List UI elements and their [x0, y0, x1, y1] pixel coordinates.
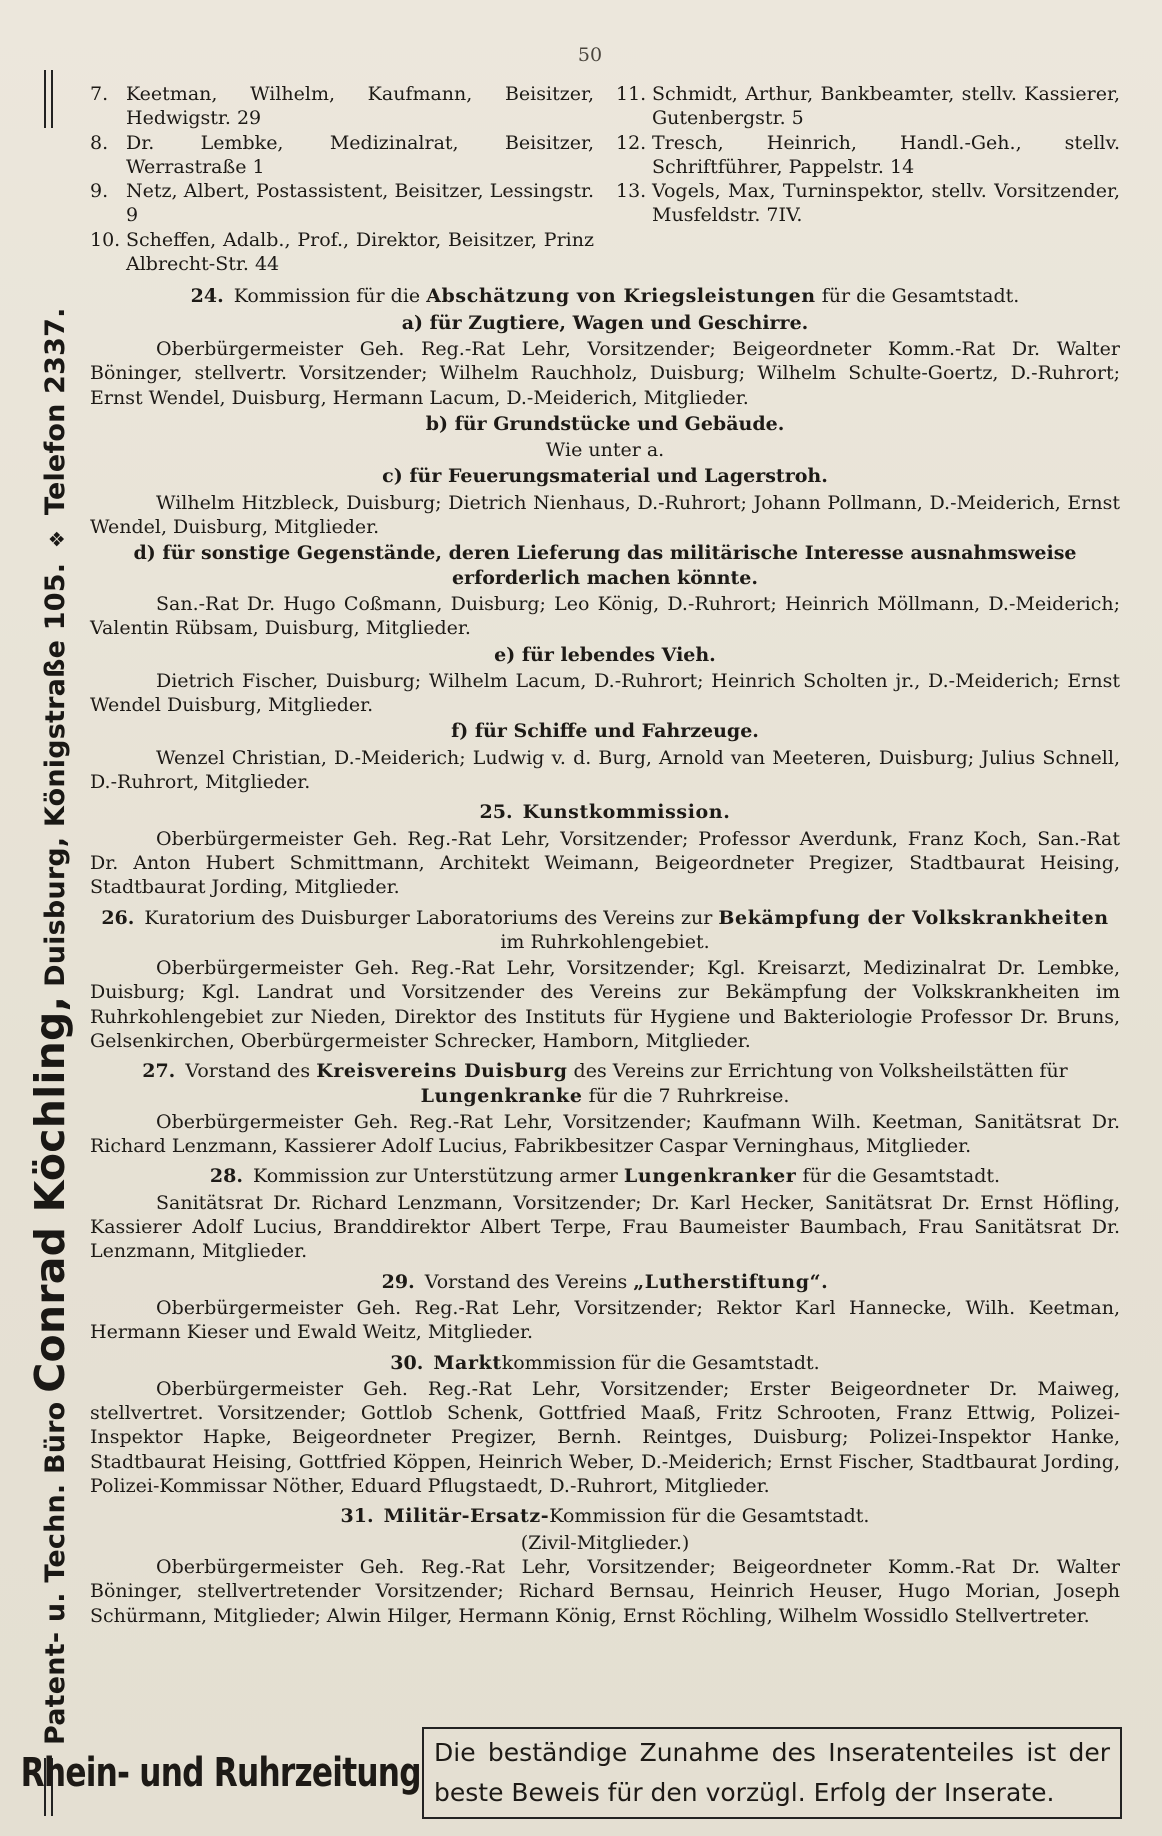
- heading-text: für die Gesamtstadt.: [802, 1165, 1001, 1188]
- subsection-d-text: San.-Rat Dr. Hugo Coßmann, Duisburg; Leo König, D.-Ruhrort; Heinrich Möllmann, D.-Meiderich; Valentin Rübsam, Duisburg, Mitglieder.: [90, 592, 1120, 640]
- section-28-text: Sanitätsrat Dr. Richard Lenzmann, Vorsitzender; Dr. Karl Hecker, Sanitätsrat Dr. Ernst Höfling, Kassierer Adolf Lucius, Branddirektor Albert Terpe, Frau Baumeister Baumbach, Frau Sanitätsrat Dr. Lenzmann, Mitglieder.: [90, 1191, 1120, 1263]
- section-number: 28.: [209, 1165, 243, 1188]
- heading-bold: Bekämpfung der Volkskrankheiten: [718, 906, 1109, 929]
- section-number: 29.: [381, 1270, 415, 1293]
- section-29-text: Oberbürgermeister Geh. Reg.-Rat Lehr, Vorsitzender; Rektor Karl Hannecke, Wilh. Keetman, Hermann Kieser und Ewald Weitz, Mitglieder.: [90, 1296, 1120, 1344]
- heading-bold: Markt: [433, 1351, 502, 1374]
- entry-number: 12.: [616, 131, 647, 154]
- heading-bold: Abschätzung von Kriegsleistungen: [426, 285, 816, 308]
- entry-text: Vogels, Max, Turninspektor, stellv. Vorsitzender, Musfeldstr. 7IV.: [652, 180, 1120, 227]
- side-ad-company: Conrad Köchling,: [26, 995, 74, 1393]
- heading-bold: Lungenkranke: [420, 1084, 583, 1107]
- entry-text: Schmidt, Arthur, Bankbeamter, stellv. Kassierer, Gutenbergstr. 5: [652, 83, 1120, 130]
- heading-bold: Militär-Ersatz-: [383, 1505, 550, 1528]
- entry-text: Scheffen, Adalb., Prof., Direktor, Beisitzer, Prinz Albrecht-Str. 44: [126, 228, 594, 276]
- section-31-text: Oberbürgermeister Geh. Reg.-Rat Lehr, Vorsitzender; Beigeordneter Komm.-Rat Dr. Walter Böninger, stellvertretender Vorsitzender; Richard Bernsau, Heinrich Heuser, Hugo Morian, Joseph Schürmann, Mitglieder; Alwin Hilger, Hermann König, Ernst Röchling, Wilhelm Wossidlo Stellvertreter.: [90, 1555, 1120, 1627]
- entry-text: Netz, Albert, Postassistent, Beisitzer, Lessingstr. 9: [126, 180, 594, 227]
- subsection-a-text: Oberbürgermeister Geh. Reg.-Rat Lehr, Vorsitzender; Beigeordneter Komm.-Rat Dr. Walter Böninger, stellvertr. Vorsitzender; Wilhelm Rauchholz, Duisburg; Wilhelm Schulte-Goertz, D.-Ruhrort; Ernst Wendel, Duisburg, Hermann Lacum, D.-Meiderich, Mitglieder.: [90, 337, 1120, 409]
- list-item: [616, 82, 1120, 131]
- heading-text: Kommission zur Unterstützung armer: [253, 1165, 618, 1188]
- section-29-heading: [90, 1270, 1120, 1294]
- heading-text: im Ruhrkohlengebiet.: [500, 930, 710, 953]
- section-26-heading: [90, 906, 1120, 955]
- subsection-e-title: e) für lebendes Vieh.: [494, 643, 716, 666]
- subsection-b-title: b) für Grundstücke und Gebäude.: [425, 412, 785, 435]
- heading-text: Kommission für die Gesamtstadt.: [549, 1505, 870, 1528]
- side-advertisement: [26, 105, 74, 1745]
- side-ad-separator: ❖: [45, 529, 69, 548]
- heading-text: für die Gesamtstadt.: [821, 285, 1020, 308]
- page-number: 50: [577, 44, 603, 66]
- section-24: [90, 284, 1120, 794]
- section-27-heading: [90, 1059, 1120, 1108]
- list-item: [616, 179, 1120, 228]
- section-31-heading: [90, 1504, 1120, 1528]
- section-number: 24.: [190, 285, 224, 308]
- member-list: [90, 82, 1120, 276]
- section-26: [90, 906, 1120, 1054]
- list-item: [90, 82, 594, 131]
- side-ad-part1: Patent- u. Techn. Büro: [40, 1401, 71, 1745]
- bottom-advertisement: [20, 1727, 1122, 1819]
- list-item: [616, 131, 1120, 180]
- heading-bold: Kreisvereins Duisburg: [316, 1060, 568, 1083]
- section-25-text: Oberbürgermeister Geh. Reg.-Rat Lehr, Vorsitzender; Professor Averdunk, Franz Koch, San.-Rat Dr. Anton Hubert Schmittmann, Architekt Weimann, Beigeordneter Pregizer, Stadtbaurat Heising, Stadtbaurat Jording, Mitglieder.: [90, 827, 1120, 899]
- member-column-right: [616, 82, 1120, 276]
- section-31-note: (Zivil-Mitglieder.): [520, 1531, 690, 1554]
- section-24-heading: [90, 284, 1120, 308]
- list-item: [90, 228, 594, 277]
- entry-number: 7.: [90, 83, 109, 105]
- heading-text: Vorstand des: [185, 1060, 311, 1083]
- subsection-f-text: Wenzel Christian, D.-Meiderich; Ludwig v. d. Burg, Arnold van Meeteren, Duisburg; Julius Schnell, D.-Ruhrort, Mitglieder.: [90, 746, 1120, 794]
- entry-number: 9.: [90, 180, 109, 203]
- heading-text: Kommission für die: [233, 285, 421, 308]
- entry-number: 13.: [616, 180, 647, 203]
- section-28: [90, 1164, 1120, 1263]
- heading-text: Vorstand des Vereins: [424, 1270, 628, 1293]
- section-number: 26.: [101, 906, 135, 929]
- section-31: [90, 1504, 1120, 1627]
- entry-number: 10.: [90, 228, 121, 251]
- heading-bold: „Lutherstiftung“.: [633, 1270, 829, 1293]
- section-28-heading: [90, 1164, 1120, 1188]
- section-number: 27.: [142, 1060, 176, 1083]
- heading-text: kommission für die Gesamtstadt.: [501, 1351, 820, 1374]
- newspaper-logo: Rhein- und Ruhrzeitung: [20, 1750, 421, 1796]
- side-ad-phone: Telefon 2337.: [40, 307, 71, 516]
- section-27-text: Oberbürgermeister Geh. Reg.-Rat Lehr, Vorsitzender; Kaufmann Wilh. Keetman, Sanitätsrat Dr. Richard Lenzmann, Kassierer Adolf Lucius, Fabrikbesitzer Caspar Verninghaus, Mitglieder.: [90, 1110, 1120, 1158]
- member-column-left: [90, 82, 594, 276]
- section-30-heading: [90, 1351, 1120, 1375]
- section-29: [90, 1270, 1120, 1345]
- section-25-heading: [90, 800, 1120, 824]
- entry-number: 11.: [616, 83, 647, 105]
- heading-text: Kuratorium des Duisburger Laboratoriums des Vereins zur: [144, 906, 713, 929]
- subsection-e-text: Dietrich Fischer, Duisburg; Wilhelm Lacum, D.-Ruhrort; Heinrich Scholten jr., D.-Meiderich; Ernst Wendel Duisburg, Mitglieder.: [90, 669, 1120, 717]
- subsection-b-text: Wie unter a.: [545, 439, 665, 462]
- list-item: [90, 179, 594, 228]
- side-ad-address: Duisburg, Königstraße 105.: [40, 562, 71, 987]
- entry-text: Tresch, Heinrich, Handl.-Geh., stellv. Schriftführer, Pappelstr. 14: [652, 131, 1120, 178]
- section-25: [90, 800, 1120, 899]
- subsection-a-title: a) für Zugtiere, Wagen und Geschirre.: [401, 311, 809, 334]
- entry-text: Dr. Lembke, Medizinalrat, Beisitzer, Werrastraße 1: [126, 131, 594, 178]
- section-number: 31.: [340, 1505, 374, 1528]
- subsection-f-title: f) für Schiffe und Fahrzeuge.: [451, 720, 759, 743]
- entry-number: 8.: [90, 131, 109, 154]
- heading-bold: Lungenkranker: [623, 1165, 797, 1188]
- subsection-c-title: c) für Feuerungsmaterial und Lagerstroh.: [382, 465, 828, 488]
- heading-bold: Kunstkommission.: [522, 801, 731, 824]
- section-26-text: Oberbürgermeister Geh. Reg.-Rat Lehr, Vorsitzender; Kgl. Kreisarzt, Medizinalrat Dr. Lembke, Duisburg; Kgl. Landrat und Vorsitzender des Vereins zur Bekämpfung der Volkskrankheiten im Ruhrkohlengebiet zur Nieden, Direktor des Instituts für Hygiene und Bakteriologie Professor Dr. Bruns, Gelsenkirchen, Oberbürgermeister Schrecker, Hamborn, Mitglieder.: [90, 957, 1120, 1052]
- advertisement-text: Die beständige Zunahme des Inseratenteiles ist der beste Beweis für den vorzügl. Erfolg der Inserate.: [422, 1727, 1122, 1819]
- section-27: [90, 1059, 1120, 1158]
- heading-text: für die 7 Ruhrkreise.: [588, 1084, 790, 1107]
- section-30: [90, 1351, 1120, 1499]
- section-number: 25.: [479, 801, 513, 824]
- section-30-text: Oberbürgermeister Geh. Reg.-Rat Lehr, Vorsitzender; Erster Beigeordneter Dr. Maiweg, stellvertret. Vorsitzender; Gottlob Schenk, Gottfried Maaß, Fritz Schrooten, Franz Ettwig, Polizei-Inspektor Hapke, Beigeordneter Pregizer, Bernh. Reintges, Duisburg; Polizei-Inspektor Hanke, Stadtbaurat Heising, Gottfried Köppen, Heinrich Weber, D.-Meiderich; Ernst Fischer, Stadtbaurat Jording, Polizei-Kommissar Nöther, Eduard Pflugstaedt, D.-Ruhrort, Mitglieder.: [90, 1377, 1120, 1498]
- subsection-c-text: Wilhelm Hitzbleck, Duisburg; Dietrich Nienhaus, D.-Ruhrort; Johann Pollmann, D.-Meiderich, Ernst Wendel, Duisburg, Mitglieder.: [90, 491, 1120, 539]
- heading-text: des Vereins zur Errichtung von Volksheilstätten für: [573, 1060, 1068, 1083]
- list-item: [90, 131, 594, 180]
- entry-text: Keetman, Wilhelm, Kaufmann, Beisitzer, Hedwigstr. 29: [126, 83, 594, 130]
- subsection-d-title: d) für sonstige Gegenstände, deren Lieferung das militärische Interesse ausnahmsweise erforderlich machen könnte.: [133, 542, 1077, 589]
- section-number: 30.: [390, 1351, 424, 1374]
- main-content: [90, 82, 1120, 1628]
